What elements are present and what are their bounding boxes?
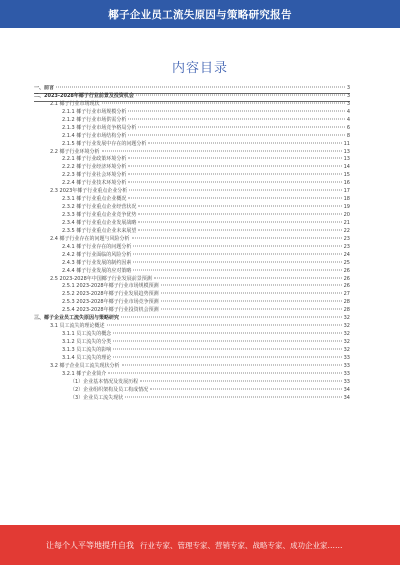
toc-entry-label: 3.2 椰子企业员工流失现状分析 <box>50 362 120 369</box>
toc-entry-page: 4 <box>346 116 350 123</box>
toc-dot-leader <box>136 94 345 95</box>
toc-entry[interactable] <box>34 180 350 188</box>
toc-entry-page: 27 <box>343 291 350 298</box>
toc-entry[interactable] <box>34 315 350 323</box>
toc-entry[interactable] <box>34 260 350 268</box>
toc-entry-page: 26 <box>343 283 350 290</box>
toc-entry-label: 2.3.5 椰子行业重点企业未来展望 <box>62 227 137 234</box>
toc-entry-page: 23 <box>343 243 350 250</box>
toc-entry-label: 2.3.2 椰子行业重点企业经营状况 <box>62 204 137 211</box>
table-of-contents <box>34 85 350 510</box>
toc-entry-page: 26 <box>343 267 350 274</box>
toc-entry-page: 32 <box>343 315 350 322</box>
toc-entry-label: 2.3.1 椰子行业重点企业概况 <box>62 196 127 203</box>
toc-entry-page: 3 <box>346 92 350 99</box>
toc-dot-leader <box>148 142 341 143</box>
toc-dot-leader <box>138 214 341 215</box>
toc-entry-label: 3.1.2 员工流失的分类 <box>62 339 112 345</box>
toc-entry-page: 18 <box>343 196 350 203</box>
toc-entry-label: 2.3 2023年椰子行业重点企业分析 <box>50 188 128 195</box>
toc-entry[interactable] <box>34 363 350 371</box>
toc-entry-label: 2.4.4 椰子行业发展的应对策略 <box>62 267 132 274</box>
toc-entry-page: 8 <box>346 132 350 139</box>
toc-entry-page: 34 <box>343 386 350 393</box>
toc-dot-leader <box>140 380 341 381</box>
toc-dot-leader <box>113 356 341 357</box>
toc-entry-label: 2.3.4 椰子行业重点企业发展战略 <box>62 219 137 226</box>
toc-entry[interactable] <box>34 85 350 93</box>
toc-dot-leader <box>128 158 341 159</box>
header-bar <box>0 0 400 28</box>
toc-entry-label: 2.3.3 椰子行业重点企业竞争优势 <box>62 212 137 218</box>
toc-entry-page: 21 <box>343 219 350 226</box>
toc-entry-label: 3.1.4 员工流失的理论 <box>62 354 112 361</box>
toc-dot-leader <box>56 87 345 88</box>
toc-entry-label: 三、椰子企业员工流失原因与策略研究 <box>34 315 120 322</box>
toc-entry-label: （1）企业基本情况及发展历程 <box>70 378 139 385</box>
toc-entry-label: 3.1 员工流失的理论概述 <box>50 323 105 330</box>
toc-dot-leader <box>133 245 341 246</box>
toc-entry[interactable] <box>34 125 350 133</box>
toc-entry[interactable] <box>34 133 350 141</box>
toc-entry-page: 3 <box>346 100 350 107</box>
toc-entry-label: 2.5.3 2023-2028年椰子行业市场竞争预测 <box>62 299 159 306</box>
toc-entry[interactable] <box>34 228 350 236</box>
toc-entry-label: 3.2.1 椰子企业简介 <box>62 370 107 377</box>
toc-entry[interactable] <box>34 244 350 252</box>
toc-entry[interactable] <box>34 347 350 355</box>
toc-entry-label: 一、前言 <box>34 85 55 91</box>
footer-banner <box>0 525 400 565</box>
toc-entry[interactable] <box>34 339 350 347</box>
toc-entry-page: 26 <box>343 275 350 282</box>
toc-entry[interactable] <box>34 212 350 220</box>
toc-entry-page: 28 <box>343 307 350 314</box>
toc-dot-leader <box>128 110 344 111</box>
toc-entry-label: 2.1.3 椰子行业市场竞争格局分析 <box>62 124 137 131</box>
toc-entry-label: 2.2 椰子行业环境分析 <box>50 148 100 155</box>
toc-entry-label: 2.2.1 椰子行业政策环境分析 <box>62 156 127 163</box>
toc-entry-label: 2.2.4 椰子行业技术环境分析 <box>62 180 127 187</box>
toc-dot-leader <box>161 285 342 286</box>
toc-entry-label: 二、2023-2028年椰子行业前景及投资机会 <box>34 92 134 99</box>
toc-dot-leader <box>113 341 341 342</box>
toc-entry-page: 6 <box>346 124 350 131</box>
toc-dot-leader <box>161 301 342 302</box>
toc-entry-page: 19 <box>343 204 350 211</box>
toc-dot-leader <box>128 182 341 183</box>
toc-entry[interactable] <box>34 355 350 363</box>
toc-dot-leader <box>138 229 341 230</box>
toc-dot-leader <box>128 174 341 175</box>
toc-heading: 内容目录 <box>171 61 228 76</box>
toc-entry-label: （3）企业员工流失现状 <box>70 394 124 401</box>
toc-dot-leader <box>161 293 342 294</box>
toc-entry[interactable] <box>34 395 350 403</box>
toc-entry[interactable] <box>34 117 350 125</box>
toc-entry-label: 2.2.3 椰子行业社会环境分析 <box>62 172 127 179</box>
toc-entry-page: 13 <box>343 148 350 155</box>
toc-entry[interactable] <box>34 323 350 331</box>
toc-entry[interactable] <box>34 331 350 339</box>
toc-entry[interactable] <box>34 236 350 244</box>
toc-dot-leader <box>128 118 344 119</box>
toc-entry-label: 2.4.2 椰子行业面临的风险分析 <box>62 251 132 258</box>
toc-entry-page: 32 <box>343 331 350 338</box>
toc-entry[interactable] <box>34 307 350 315</box>
toc-entry-label: 2.4.1 椰子行业存在的问题分析 <box>62 243 132 250</box>
toc-entry-label: 2.5.4 2023-2028年椰子行业投资机会预测 <box>62 307 159 314</box>
toc-entry-page: 17 <box>343 188 350 195</box>
toc-dot-leader <box>113 333 341 334</box>
toc-entry[interactable] <box>34 220 350 228</box>
toc-dot-leader <box>133 253 341 254</box>
toc-dot-leader <box>128 134 344 135</box>
toc-entry-page: 20 <box>343 212 350 218</box>
toc-entry-page: 28 <box>343 299 350 306</box>
toc-dot-leader <box>129 190 341 191</box>
toc-entry-label: 2.4.3 椰子行业发展的制约因素 <box>62 259 132 266</box>
toc-dot-leader <box>107 325 342 326</box>
toc-dot-leader <box>125 396 341 397</box>
toc-entry-page: 33 <box>343 354 350 361</box>
toc-entry-label: 2.1.2 椰子行业市场供需分析 <box>62 116 127 123</box>
toc-dot-leader <box>122 364 342 365</box>
toc-entry-label: 2.5.1 2023-2028年椰子行业市场规模预测 <box>62 283 159 290</box>
document-title: 椰子企业员工流失原因与策略研究报告 <box>108 8 292 21</box>
toc-entry-page: 4 <box>346 108 350 115</box>
toc-entry-page: 32 <box>343 323 350 330</box>
toc-entry-label: 2.5 2023-2028年中国椰子行业发展前景预测 <box>50 275 152 282</box>
toc-entry[interactable] <box>34 371 350 379</box>
toc-entry[interactable] <box>34 196 350 204</box>
toc-entry-label: 2.2.2 椰子行业经济环境分析 <box>62 164 127 171</box>
toc-entry[interactable] <box>34 141 350 149</box>
toc-dot-leader <box>133 261 341 262</box>
toc-entry[interactable] <box>34 252 350 260</box>
toc-entry-page: 16 <box>343 180 350 187</box>
toc-dot-leader <box>138 206 341 207</box>
toc-dot-leader <box>133 269 341 270</box>
toc-entry-page: 34 <box>343 394 350 401</box>
toc-dot-leader <box>150 388 341 389</box>
toc-entry-page: 33 <box>343 378 350 385</box>
toc-entry-page: 22 <box>343 227 350 234</box>
toc-entry-label: 2.5.2 2023-2028年椰子行业发展趋势预测 <box>62 291 159 298</box>
toc-dot-leader <box>132 237 342 238</box>
footer-slogan: 让每个人平等地提升自我 <box>46 540 134 550</box>
toc-entry-page: 32 <box>343 346 350 353</box>
toc-entry-page: 24 <box>343 251 350 258</box>
toc-dot-leader <box>138 221 341 222</box>
toc-entry-label: 3.1.3 员工流失的影响 <box>62 346 112 353</box>
toc-entry-page: 14 <box>343 164 350 171</box>
toc-entry[interactable] <box>34 268 350 276</box>
toc-entry[interactable] <box>34 93 350 101</box>
toc-entry-page: 23 <box>343 235 350 242</box>
toc-dot-leader <box>113 348 341 349</box>
toc-entry-label: （2）企业组织架构及员工构成情况 <box>70 386 149 393</box>
toc-entry-label: 2.1.5 椰子行业发展中存在的问题分析 <box>62 140 147 147</box>
toc-entry[interactable] <box>34 188 350 196</box>
toc-entry-page: 3 <box>346 85 350 91</box>
toc-entry-label: 2.1.1 椰子行业市场规模分析 <box>62 108 127 115</box>
toc-entry-label: 2.1.4 椰子行业市场结构分析 <box>62 132 127 139</box>
toc-dot-leader <box>138 126 344 127</box>
toc-entry-page: 25 <box>343 259 350 266</box>
toc-entry-label: 2.1 椰子行业市场现状 <box>50 100 100 107</box>
toc-dot-leader <box>102 150 342 151</box>
toc-entry-page: 13 <box>343 156 350 163</box>
toc-dot-leader <box>128 166 341 167</box>
toc-dot-leader <box>154 277 342 278</box>
toc-dot-leader <box>108 372 341 373</box>
toc-entry-label: 3.1.1 员工流失的概念 <box>62 331 112 338</box>
toc-entry[interactable] <box>34 379 350 387</box>
toc-entry-page: 11 <box>343 140 350 147</box>
toc-entry-label: 2.4 椰子行业存在的问题与风险分析 <box>50 235 130 242</box>
toc-dot-leader <box>121 317 342 318</box>
toc-entry-page: 33 <box>343 362 350 369</box>
toc-dot-leader <box>161 309 342 310</box>
toc-entry-page: 33 <box>343 370 350 377</box>
toc-entry-page: 32 <box>343 339 350 345</box>
toc-entry[interactable] <box>34 204 350 212</box>
toc-entry[interactable] <box>34 101 350 109</box>
toc-entry-page: 15 <box>343 172 350 179</box>
toc-dot-leader <box>102 102 345 103</box>
toc-entry[interactable] <box>34 109 350 117</box>
footer-experts: 行业专家、管理专家、营销专家、战略专家、成功企业家…… <box>140 540 343 550</box>
toc-entry[interactable] <box>34 387 350 395</box>
toc-dot-leader <box>128 198 341 199</box>
